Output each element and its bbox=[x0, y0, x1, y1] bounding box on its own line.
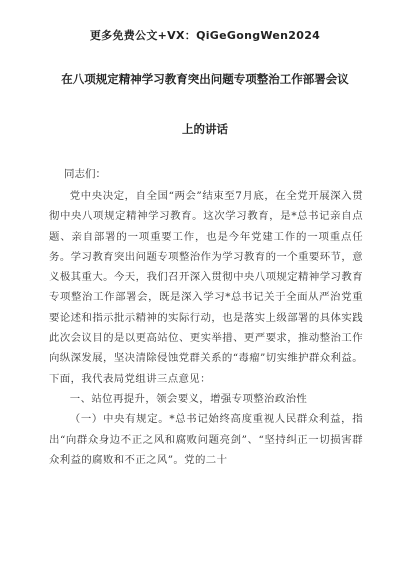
paragraph-intro: 党中央决定，自全国“两会”结束至7月底，在全党开展深入贯彻中央八项规定精神学习教育。这次学习教育，是*总书记亲自点题、亲自部署的一项重要工作，也是今年党建工作的一项重点任务。学习教育突出问题专项整治作为学习教育的一个重要环节，意义极其重大。今天，我们召开深入贯彻中央八项规定精神学习教育专项整治工作部署会，既是深入学习*总书记关于全面从严治党重要论述和指示批示精神的实际行动，也是落实上级部署的具体实践此次会议目的是以更高站位、更实举措、更严要求，推动整治工作向纵深发展，坚决清除侵蚀党群关系的“毒瘤”切实维护群众利益。下面，我代表局党组讲三点意见： bbox=[49, 190, 363, 385]
salutation: 同志们： bbox=[64, 168, 106, 180]
section-heading-1: 一、站位再提升，领会要义，增强专项整治政治性 bbox=[69, 392, 308, 405]
paragraph-central-rules: （一）中央有规定。*总书记始终高度重视人民群众利益，指出“向群众身边不正之风和腐败问题亮剑”、“坚持纠正一切损害群众利益的腐败和不正之风”。党的二十 bbox=[49, 413, 363, 466]
document-title-line-2: 上的讲话 bbox=[182, 122, 228, 136]
document-title-line-1: 在八项规定精神学习教育突出问题专项整治工作部署会议 bbox=[61, 72, 349, 86]
document-body bbox=[49, 186, 363, 470]
header-banner: 更多免费公文+VX：QiGeGongWen2024 bbox=[89, 29, 321, 42]
